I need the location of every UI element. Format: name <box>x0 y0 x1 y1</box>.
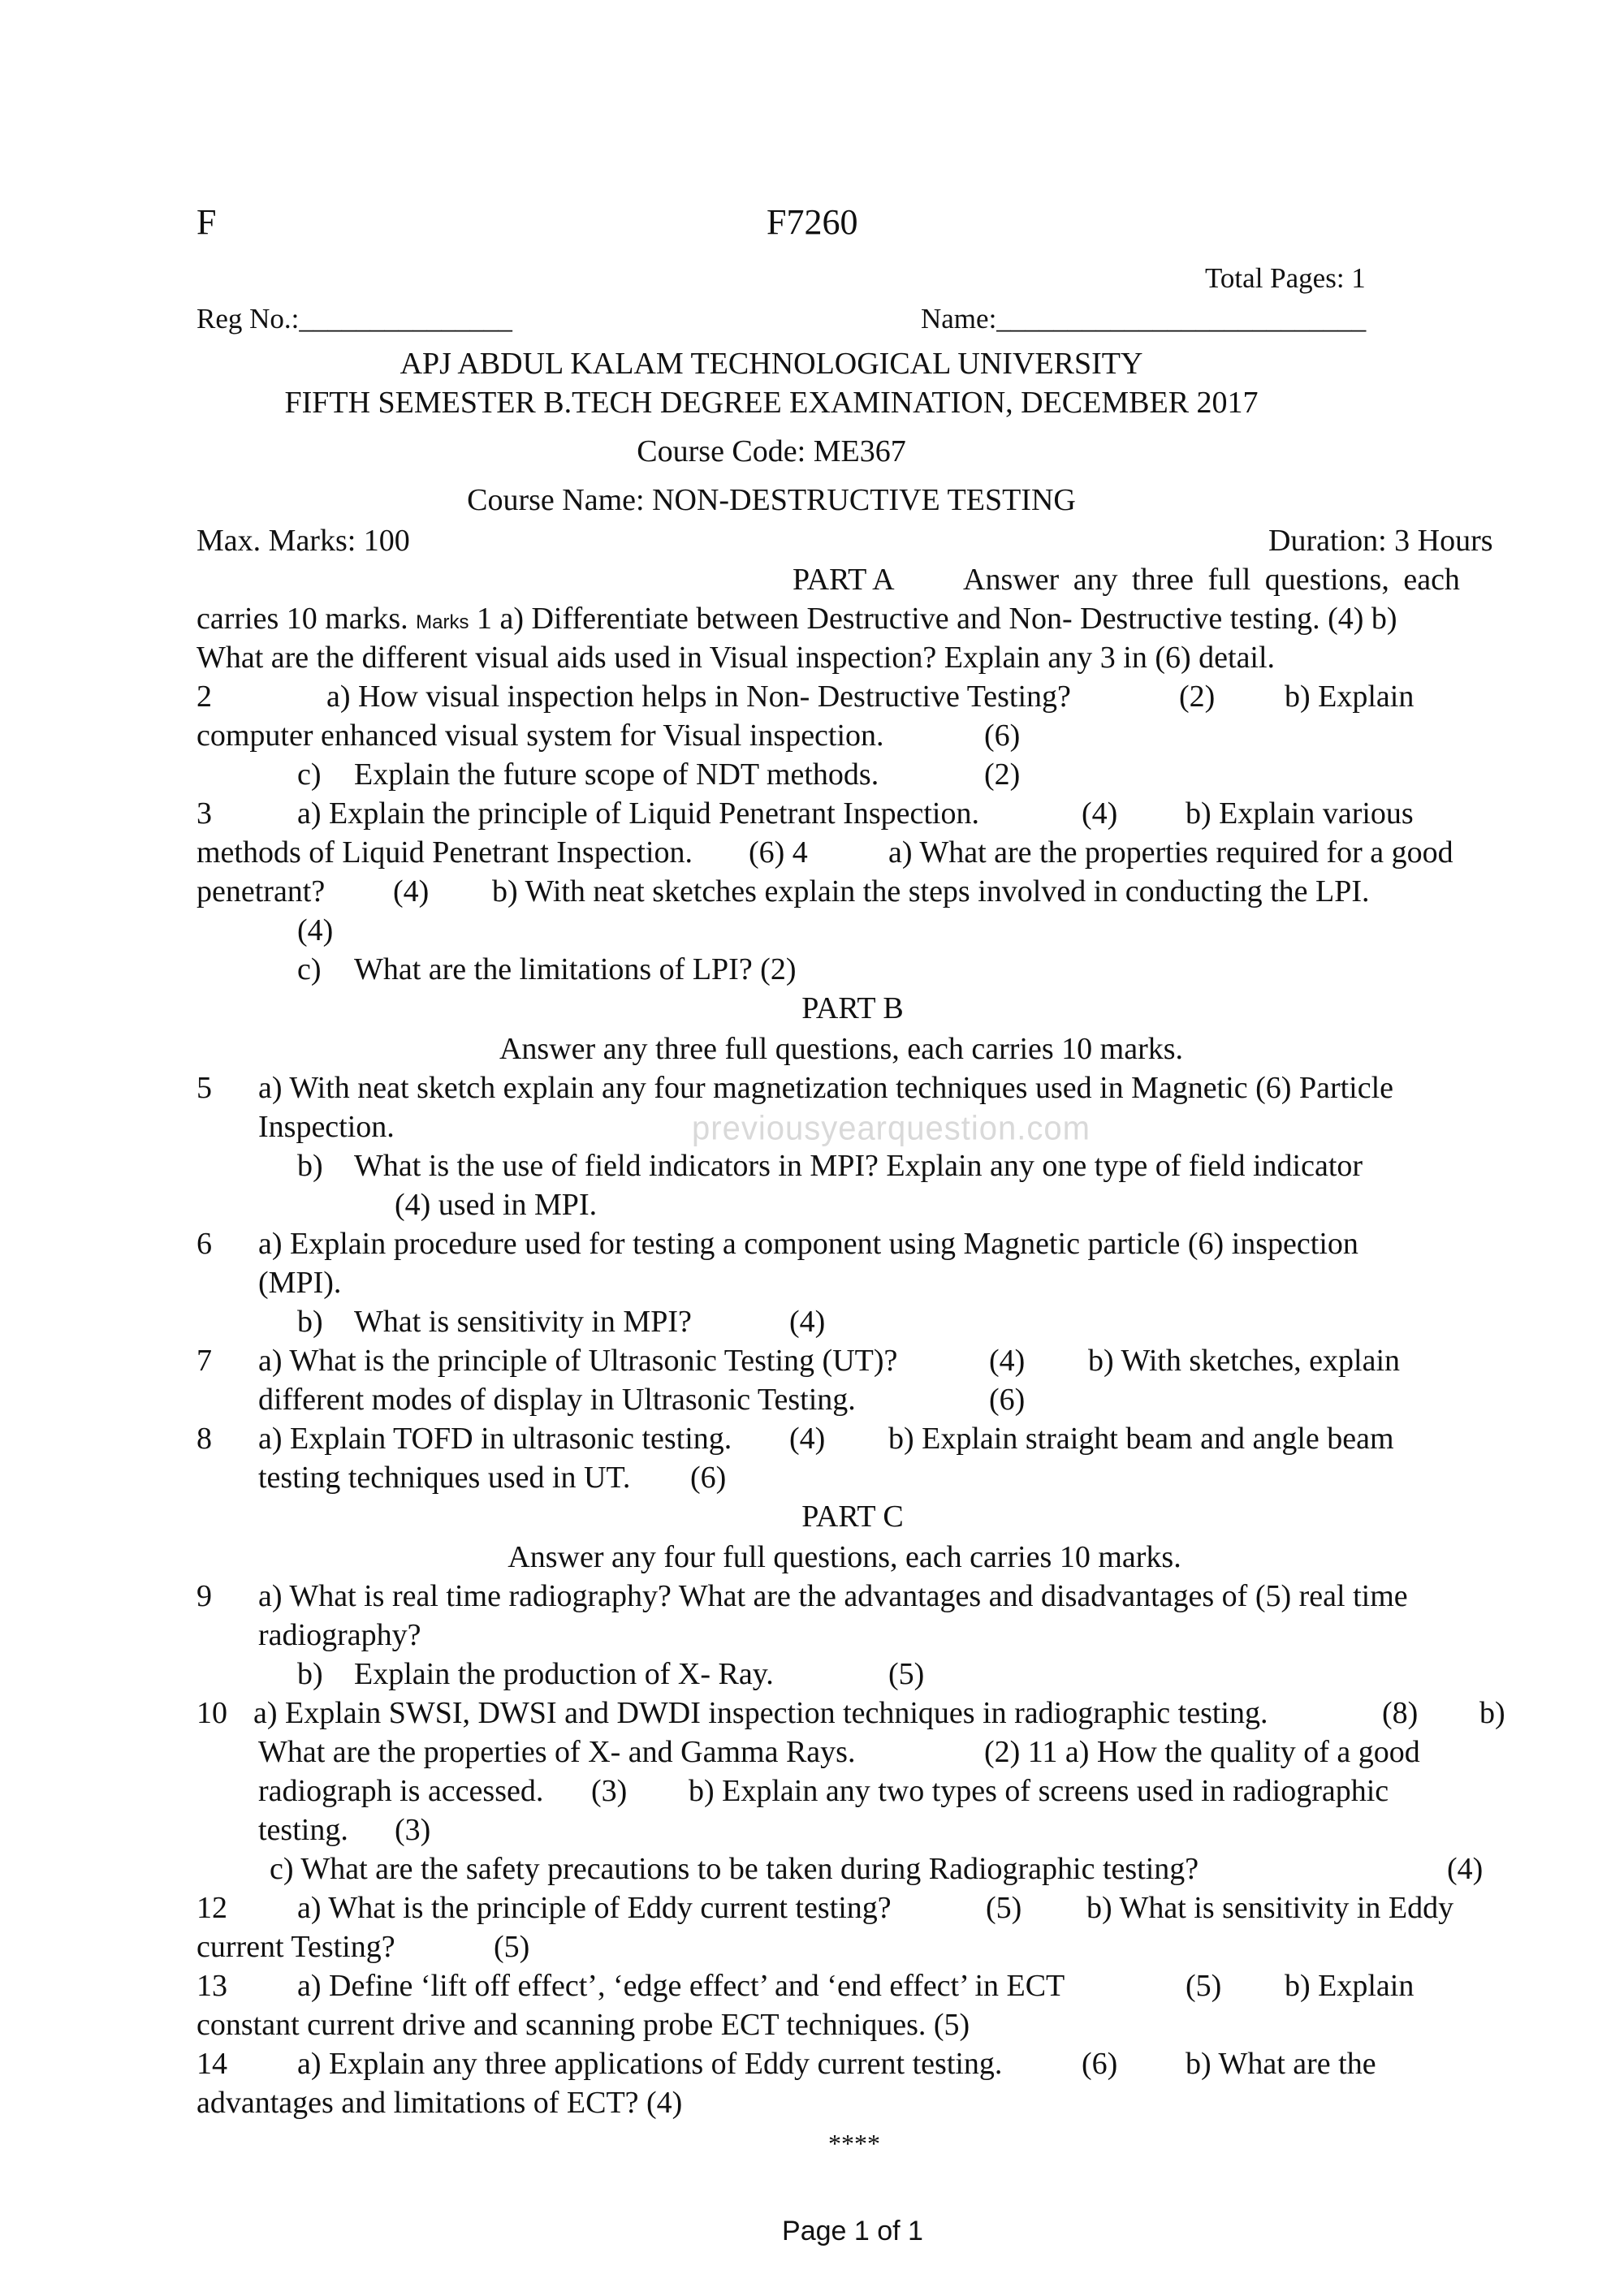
question-number: 5 <box>197 1071 212 1105</box>
question-11b: b) Explain any two types of screens used in radiographic <box>689 1774 1389 1808</box>
question-number: 8 <box>197 1422 212 1456</box>
question-11c: c) What are the safety precautions to be taken during Radiographic testing? <box>270 1852 1199 1886</box>
marks: (8) <box>1382 1696 1419 1730</box>
marks: (6) <box>989 1383 1026 1417</box>
question-6b: What is sensitivity in MPI? <box>354 1305 692 1339</box>
question-7a: a) What is the principle of Ultrasonic Testing (UT)? <box>258 1344 898 1378</box>
marks: (2) <box>984 757 1021 792</box>
course-name: Course Name: NON-DESTRUCTIVE TESTING <box>467 483 1076 517</box>
part-c-title: PART C <box>801 1500 904 1534</box>
page-footer: Page 1 of 1 <box>782 2216 923 2246</box>
part-b-instruction: Answer any three full questions, each carries 10 marks. <box>499 1032 1184 1066</box>
question-number: 14 <box>197 2047 227 2081</box>
watermark: previousyearquestion.com <box>692 1109 1091 1148</box>
name-field: Name:__________________________ <box>921 303 1367 334</box>
sub-label: c) <box>297 952 322 986</box>
text: testing. <box>258 1813 348 1847</box>
question-2b: computer enhanced visual system for Visual inspection. <box>197 719 884 753</box>
part-a-line-1 <box>197 599 1397 642</box>
exam-title: FIFTH SEMESTER B.TECH DEGREE EXAMINATION, DECEMBER 2017 <box>284 386 1259 420</box>
question-13a: a) Define ‘lift off effect’, ‘edge effect’ and ‘end effect’ in ECT <box>297 1969 1065 2003</box>
question-number: 9 <box>197 1579 212 1613</box>
total-pages: Total Pages: 1 <box>1205 262 1366 294</box>
paper-code: F7260 <box>767 202 858 242</box>
question-number: 3 <box>197 796 212 831</box>
question-2a: a) How visual inspection helps in Non- Destructive Testing? <box>326 680 1071 714</box>
question-number: 12 <box>197 1891 227 1925</box>
question-10a: a) Explain SWSI, DWSI and DWDI inspection techniques in radiographic testing. <box>253 1696 1268 1730</box>
question-9a-cont: radiography? <box>258 1618 421 1652</box>
question-14b: advantages and limitations of ECT? (4) <box>197 2086 683 2120</box>
sub-label: b) <box>297 1149 323 1183</box>
question-6a-cont: (MPI). <box>258 1266 342 1300</box>
question-8a: a) Explain TOFD in ultrasonic testing. <box>258 1422 732 1456</box>
sub-label: b) <box>297 1657 323 1691</box>
question-7b-start: b) With sketches, explain <box>1088 1344 1401 1378</box>
marks: (4) <box>393 874 430 908</box>
question-3a: a) Explain the principle of Liquid Penetrant Inspection. <box>297 796 979 831</box>
marks: (3) <box>591 1774 628 1808</box>
question-8b: testing techniques used in UT. <box>258 1461 631 1495</box>
question-12a: a) What is the principle of Eddy current testing? <box>297 1891 892 1925</box>
question-13b: constant current drive and scanning probe ECT techniques. (5) <box>197 2008 970 2042</box>
question-5b: What is the use of field indicators in MPI? Explain any one type of field indicator <box>354 1149 1363 1183</box>
marks: (3) <box>395 1813 431 1847</box>
text: carries 10 marks. <box>197 602 408 636</box>
question-4a-end: penetrant? <box>197 874 326 908</box>
marks: (4) <box>297 913 334 947</box>
question-number: 6 <box>197 1227 212 1261</box>
question-13b-start: b) Explain <box>1285 1969 1415 2003</box>
marks: (4) <box>989 1344 1026 1378</box>
question-4c: What are the limitations of LPI? (2) <box>354 952 797 986</box>
question-5a-cont: Inspection. <box>258 1110 395 1144</box>
question-14b-start: b) What are the <box>1186 2047 1376 2081</box>
part-a-instruction: Answer any three full questions, each <box>963 563 1460 597</box>
marks: (4) <box>789 1422 826 1456</box>
question-2b-start: b) Explain <box>1285 680 1415 714</box>
sub-label: b) <box>297 1305 323 1339</box>
marks: (4) <box>1082 796 1118 831</box>
marks: (6) <box>1082 2047 1118 2081</box>
question-1a: 1 a) Differentiate between Destructive and Non- Destructive testing. (4) b) <box>476 602 1397 636</box>
question-6a: a) Explain procedure used for testing a component using Magnetic particle (6) inspection <box>258 1227 1358 1261</box>
sub-label: c) <box>297 757 322 792</box>
marks: (6) 4 <box>749 835 808 870</box>
question-11a: (2) 11 a) How the quality of a good <box>984 1735 1420 1769</box>
marks: (6) <box>984 719 1021 753</box>
question-7b: different modes of display in Ultrasonic Testing. <box>258 1383 856 1417</box>
question-8b-start: b) Explain straight beam and angle beam <box>888 1422 1394 1456</box>
reg-no-field: Reg No.:_______________ <box>197 303 512 334</box>
marks: (6) <box>690 1461 727 1495</box>
question-9b: Explain the production of X- Ray. <box>354 1657 774 1691</box>
marks: (5) <box>986 1891 1022 1925</box>
course-code: Course Code: ME367 <box>637 434 906 468</box>
question-5a: a) With neat sketch explain any four magnetization techniques used in Magnetic (6) Particle <box>258 1071 1394 1105</box>
marks: (2) <box>1179 680 1216 714</box>
duration: Duration: 3 Hours <box>1268 524 1493 558</box>
end-mark: **** <box>828 2129 880 2158</box>
question-12b-start: b) What is sensitivity in Eddy <box>1086 1891 1454 1925</box>
university-name: APJ ABDUL KALAM TECHNOLOGICAL UNIVERSITY <box>400 347 1143 381</box>
question-9a: a) What is real time radiography? What are the advantages and disadvantages of (5) real time <box>258 1579 1408 1613</box>
marks-label: Marks <box>416 611 469 633</box>
question-number: 7 <box>197 1344 212 1378</box>
marks: (5) <box>1186 1969 1222 2003</box>
question-11a-end: radiograph is accessed. <box>258 1774 544 1808</box>
question-3b: methods of Liquid Penetrant Inspection. <box>197 835 693 870</box>
question-14a: a) Explain any three applications of Eddy current testing. <box>297 2047 1003 2081</box>
part-c-instruction: Answer any four full questions, each carries 10 marks. <box>508 1540 1181 1574</box>
question-3b-start: b) Explain various <box>1186 796 1414 831</box>
marks: (4) <box>789 1305 826 1339</box>
question-2c: Explain the future scope of NDT methods. <box>354 757 879 792</box>
question-5b-cont: (4) used in MPI. <box>395 1188 598 1222</box>
question-10b-start: b) <box>1479 1696 1505 1730</box>
part-b-title: PART B <box>801 991 904 1025</box>
question-number: 2 <box>197 680 212 714</box>
max-marks: Max. Marks: 100 <box>197 524 410 558</box>
question-12b: current Testing? <box>197 1930 395 1964</box>
part-a-title: PART A <box>793 563 895 597</box>
marks: (5) <box>888 1657 925 1691</box>
question-4b: b) With neat sketches explain the steps involved in conducting the LPI. <box>492 874 1370 908</box>
question-4a: a) What are the properties required for a good <box>888 835 1453 870</box>
question-number: 13 <box>197 1969 227 2003</box>
question-number: 10 <box>197 1696 227 1730</box>
marks: (4) <box>1447 1852 1484 1886</box>
series-letter: F <box>197 202 217 242</box>
marks: (5) <box>494 1930 530 1964</box>
question-10b: What are the properties of X- and Gamma Rays. <box>258 1735 856 1769</box>
question-1b: What are the different visual aids used in Visual inspection? Explain any 3 in (6) detail. <box>197 641 1276 675</box>
